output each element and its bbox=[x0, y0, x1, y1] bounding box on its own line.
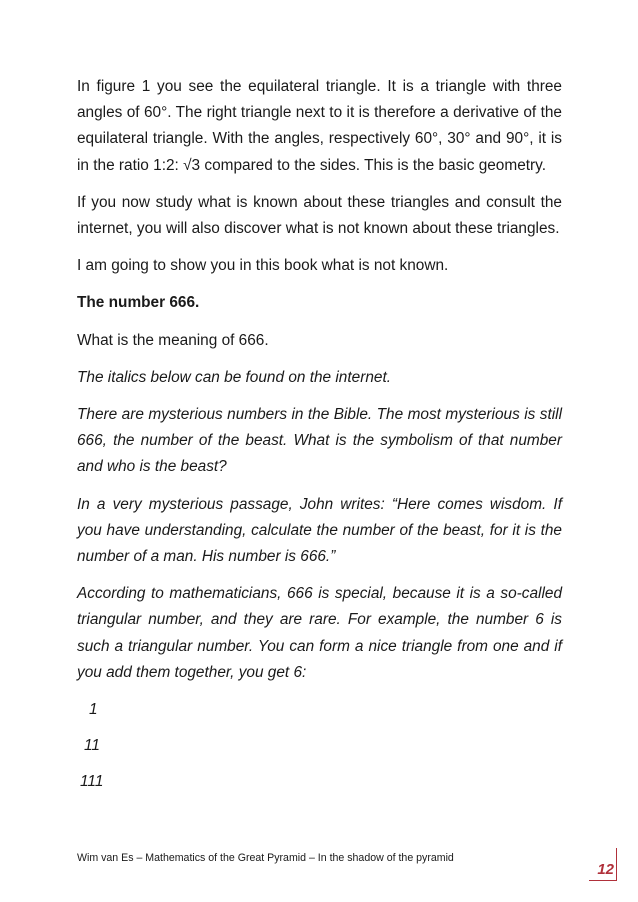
section-heading-number-666: The number 666. bbox=[77, 294, 200, 312]
triangle-line-2: 11 bbox=[84, 737, 100, 755]
paragraph-italics-note: The italics below can be found on the internet. bbox=[77, 368, 391, 386]
page-footer: Wim van Es – Mathematics of the Great Pyramid – In the shadow of the pyramid bbox=[77, 852, 454, 864]
paragraph-equilateral-triangle: In figure 1 you see the equilateral triangle. It is a triangle with three angles of 60°. The right triangle next to it is therefore a derivative of the equilateral triangle. With the angles, respectively 60°, 30° and 90°, it is in the ratio 1:2: √3 compared to the sides. This is the basic geometry. bbox=[77, 78, 562, 174]
page-body bbox=[77, 74, 562, 805]
paragraph-what-is-not-known: I am going to show you in this book what is not known. bbox=[77, 257, 449, 275]
triangle-line-1: 1 bbox=[89, 701, 98, 719]
paragraph-study-triangles: If you now study what is known about these triangles and consult the internet, you will also discover what is not known about these triangles. bbox=[77, 193, 562, 238]
paragraph-john-quote: In a very mysterious passage, John writes: “Here comes wisdom. If you have understanding, calculate the number of the beast, for it is the number of a man. His number is 666.” bbox=[77, 495, 562, 566]
paragraph-triangular-number: According to mathematicians, 666 is special, because it is a so-called triangular number, and they are rare. For example, the number 6 is such a triangular number. You can form a nice triangle from one and if you add them together, you get 6: bbox=[77, 585, 562, 681]
paragraph-meaning-of-666: What is the meaning of 666. bbox=[77, 331, 269, 349]
page-number: 12 bbox=[589, 848, 617, 881]
paragraph-mysterious-numbers: There are mysterious numbers in the Bible. The most mysterious is still 666, the number of the beast. What is the symbolism of that number and who is the beast? bbox=[77, 406, 562, 476]
triangle-line-3: 111 bbox=[80, 773, 104, 791]
